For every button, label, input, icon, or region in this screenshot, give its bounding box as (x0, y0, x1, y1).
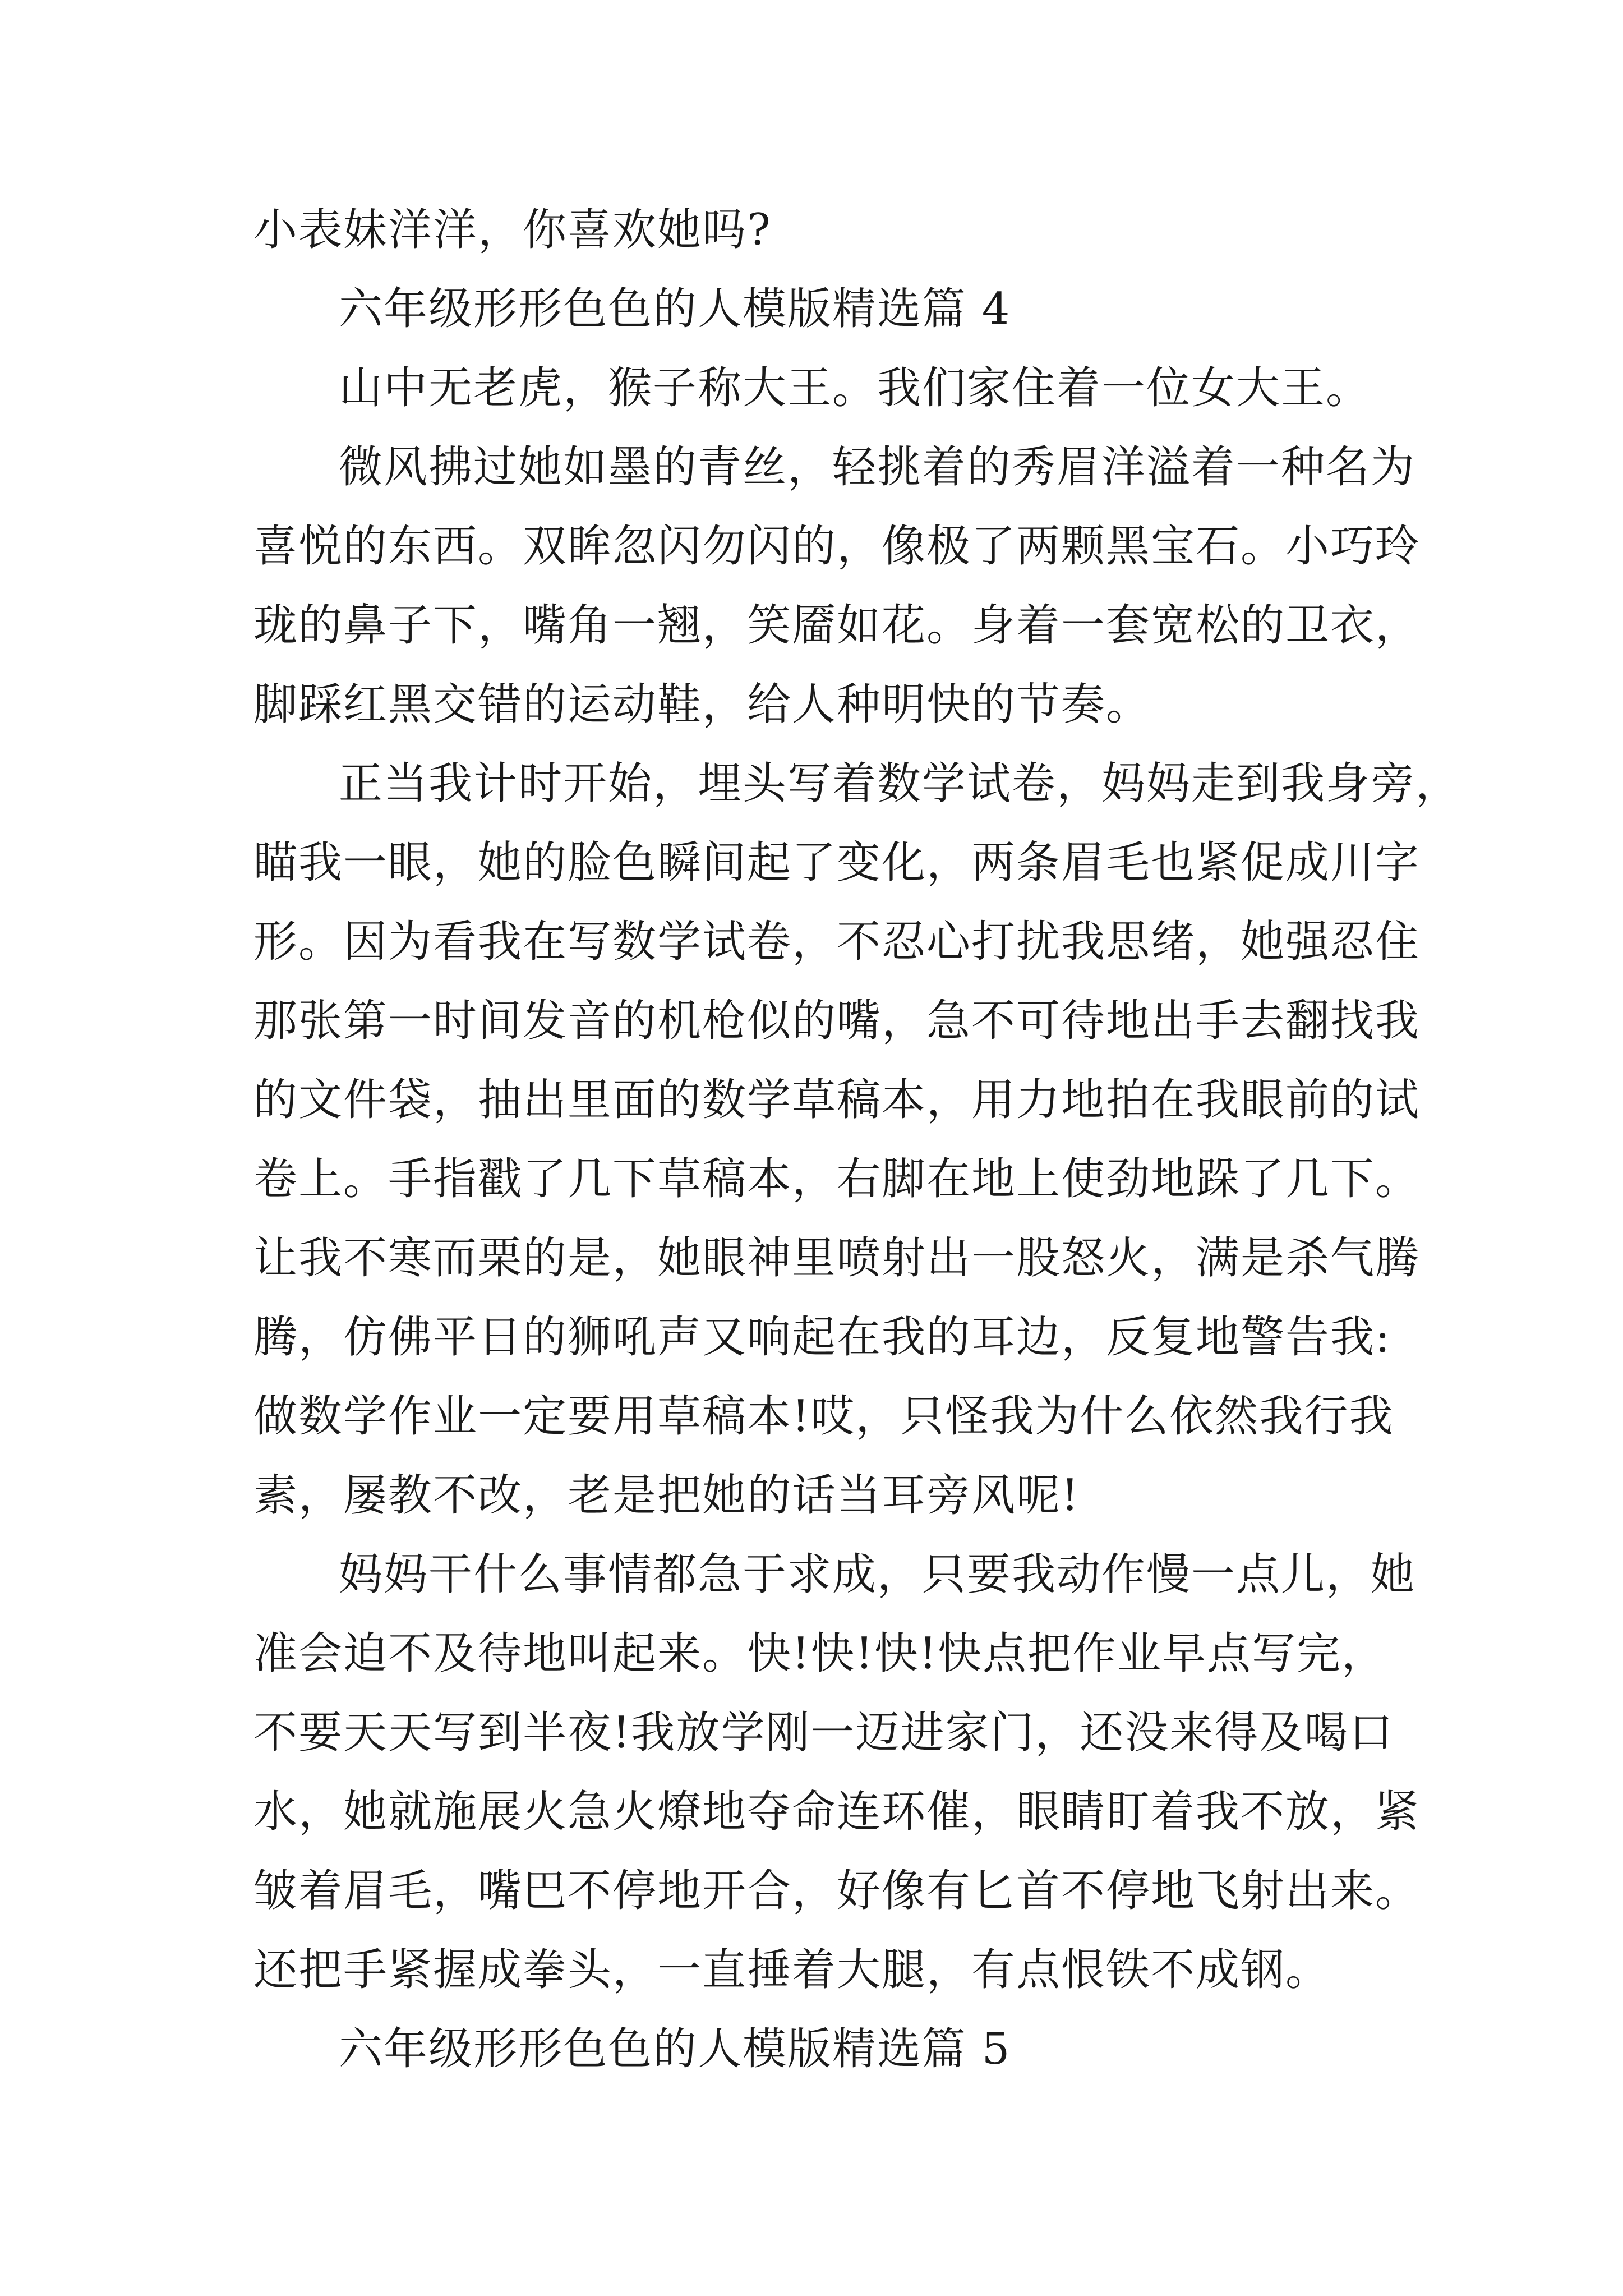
text-line: 喜悦的东西。双眸忽闪勿闪的，像极了两颗黑宝石。小巧玲 (253, 521, 1421, 572)
text-line: 珑的鼻子下，嘴角一翘，笑靥如花。身着一套宽松的卫衣， (253, 600, 1421, 651)
text-line: 正当我计时开始，埋头写着数学试卷，妈妈走到我身旁， (339, 758, 1461, 809)
text-line: 瞄我一眼，她的脸色瞬间起了变化，两条眉毛也紧促成川字 (253, 838, 1421, 888)
text-line: 脚踩红黑交错的运动鞋，给人种明快的节奏。 (253, 679, 1151, 730)
text-line: 那张第一时间发音的机枪似的嘴，急不可待地出手去翻找我 (253, 996, 1421, 1046)
text-line: 山中无老虎，猴子称大王。我们家住着一位女大王。 (339, 363, 1371, 413)
text-line: 让我不寒而栗的是，她眼神里喷射出一股怒火，满是杀气腾 (253, 1233, 1421, 1283)
text-line: 卷上。手指戳了几下草稿本，右脚在地上使劲地跺了几下。 (253, 1154, 1421, 1204)
text-line: 准会迫不及待地叫起来。快!快!快!快点把作业早点写完， (253, 1628, 1387, 1679)
text-line: 不要天天写到半夜!我放学刚一迈进家门，还没来得及喝口 (253, 1708, 1394, 1758)
text-line: 微风拂过她如墨的青丝，轻挑着的秀眉洋溢着一种名为 (339, 442, 1416, 493)
text-line: 素，屡教不改，老是把她的话当耳旁风呢! (253, 1470, 1080, 1521)
text-line: 水，她就施展火急火燎地夺命连环催，眼睛盯着我不放，紧 (253, 1787, 1421, 1837)
text-line: 小表妹洋洋，你喜欢她吗? (253, 205, 772, 255)
section-heading: 六年级形形色色的人模版精选篇 4 (339, 284, 1011, 334)
text-line: 还把手紧握成拳头，一直捶着大腿，有点恨铁不成钢。 (253, 1945, 1331, 1995)
text-line: 腾，仿佛平日的狮吼声又响起在我的耳边，反复地警告我: (253, 1312, 1391, 1363)
section-heading: 六年级形形色色的人模版精选篇 5 (339, 2024, 1011, 2074)
text-line: 做数学作业一定要用草稿本!哎，只怪我为什么依然我行我 (253, 1391, 1394, 1442)
text-line: 形。因为看我在写数学试卷，不忍心打扰我思绪，她强忍住 (253, 917, 1421, 967)
text-line: 妈妈干什么事情都急于求成，只要我动作慢一点儿，她 (339, 1549, 1416, 1600)
text-line: 的文件袋，抽出里面的数学草稿本，用力地拍在我眼前的试 (253, 1075, 1421, 1125)
text-line: 皱着眉毛，嘴巴不停地开合，好像有匕首不停地飞射出来。 (253, 1866, 1421, 1916)
document-page (253, 191, 1461, 2089)
